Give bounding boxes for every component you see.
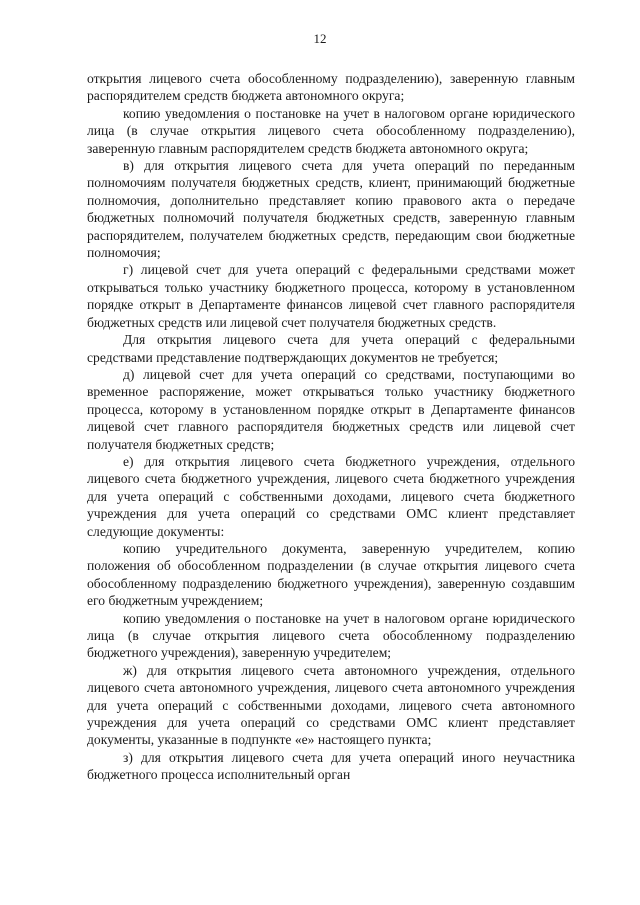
paragraph: е) для открытия лицевого счета бюджетного учреждения, отдельного лицевого счета бюджетного учреждения, лицевого счета бюджетного учреждения для учета операций с собственными доходами, лицевого счета бюджетного учреждения для учета операций со средствами ОМС клиент представляет следующие документы: bbox=[87, 453, 575, 539]
paragraph: копию уведомления о постановке на учет в налоговом органе юридического лица (в случае открытия лицевого счета обособленному подразделению), заверенную главным распорядителем средств бюджета автономного округа; bbox=[87, 105, 575, 156]
paragraph: ж) для открытия лицевого счета автономного учреждения, отдельного лицевого счета автономного учреждения, лицевого счета автономного учреждения для учета операций с собственными доходами, лицевого счета автономного учреждения для учета операций со средствами ОМС клиент представляет документы, указанные в подпункте «е» настоящего пункта; bbox=[87, 662, 575, 748]
paragraph: копию уведомления о постановке на учет в налоговом органе юридического лица (в случае открытия лицевого счета обособленному подразделению бюджетного учреждения), заверенную учредителем; bbox=[87, 610, 575, 661]
paragraph: д) лицевой счет для учета операций со средствами, поступающими во временное распоряжение, может открываться только участнику бюджетного процесса, которому в установленном порядке открыт в Департаменте финансов лицевой счет главного распорядителя бюджетных средств или лицевой счет получателя бюджетных средств; bbox=[87, 366, 575, 452]
paragraph: з) для открытия лицевого счета для учета операций иного неучастника бюджетного процесса исполнительный орган bbox=[87, 749, 575, 783]
paragraph: г) лицевой счет для учета операций с федеральными средствами может открываться только участнику бюджетного процесса, которому в установленном порядке открыт в Департаменте финансов лицевой счет главного распорядителя бюджетных средств или лицевой счет получателя бюджетных средств. bbox=[87, 262, 575, 330]
document-body bbox=[87, 70, 575, 784]
paragraph: копию учредительного документа, заверенную учредителем, копию положения об обособленном подразделении (в случае открытия лицевого счета обособленному подразделению бюджетного учреждения), заверенную создавшим его бюджетным учреждением; bbox=[87, 540, 575, 609]
paragraph: открытия лицевого счета обособленному подразделению), заверенную главным распорядителем средств бюджета автономного округа; bbox=[87, 71, 575, 104]
paragraph: Для открытия лицевого счета для учета операций с федеральными средствами представление подтверждающих документов не требуется; bbox=[87, 332, 575, 365]
paragraph: в) для открытия лицевого счета для учета операций по переданным полномочиям получателя бюджетных средств, клиент, принимающий бюджетные полномочия, дополнительно представляет копию правового акта о передаче бюджетных полномочий получателя бюджетных средств, заверенную главным распорядителем, получателем бюджетных средств, передающим свои бюджетные полномочия; bbox=[87, 158, 575, 261]
page-number: 12 bbox=[313, 31, 327, 46]
